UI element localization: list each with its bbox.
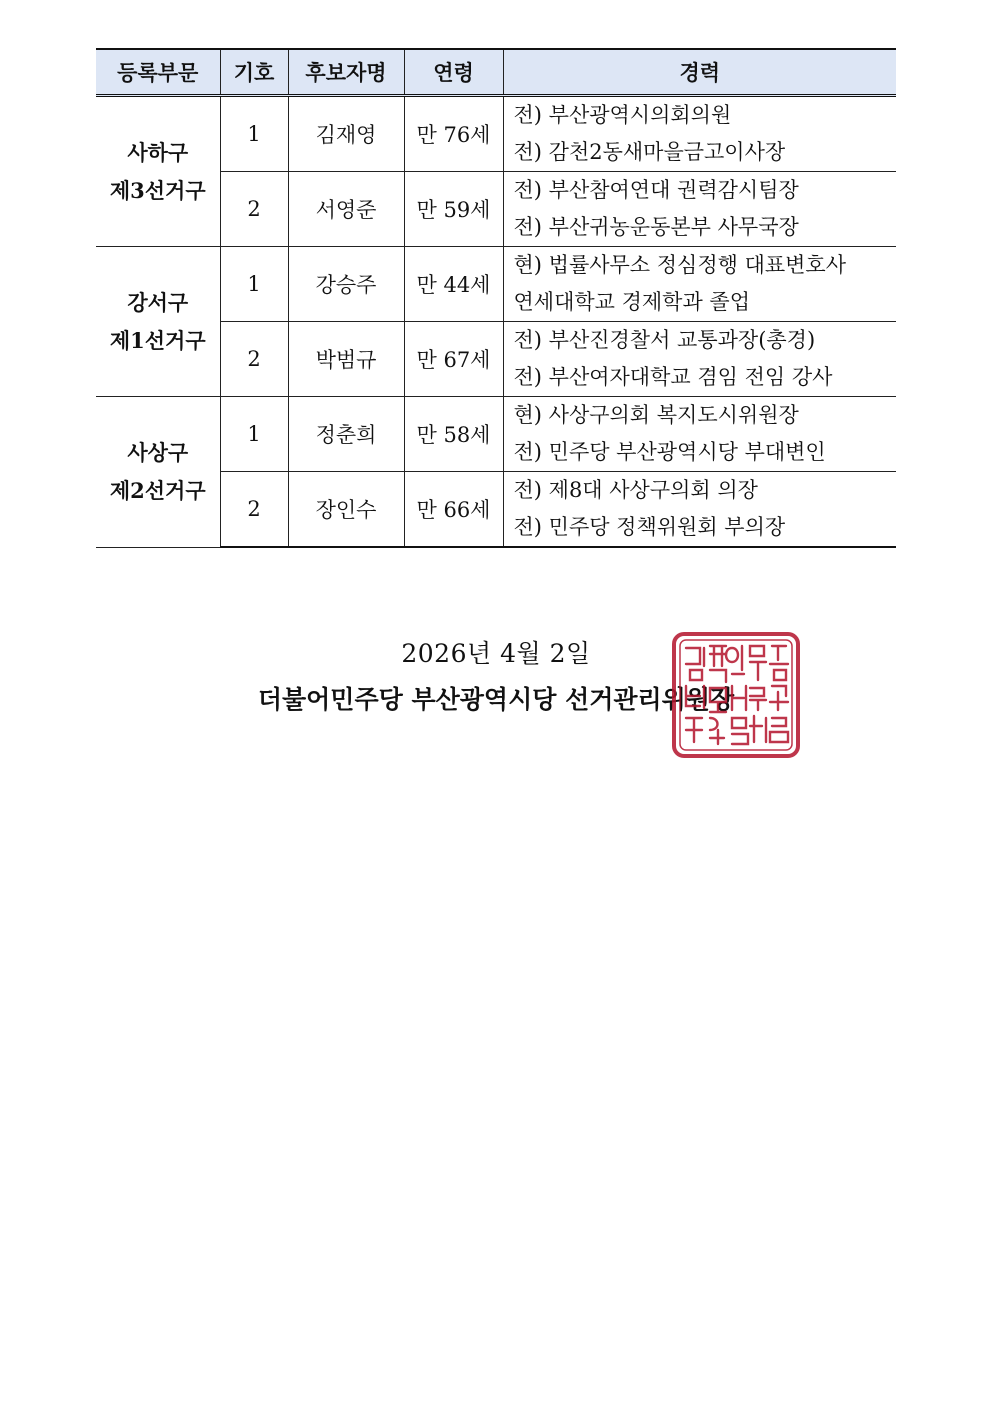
header-career: 경력 [503,49,896,96]
issuer-title: 더불어민주당 부산광역시당 선거관리위원장 [257,685,735,714]
district-name: 사하구 [127,139,189,165]
table-header-row [96,49,896,96]
district-constituency: 제1선거구 [109,327,206,353]
candidate-career [503,472,896,548]
candidate-number: 2 [220,172,288,247]
career-line: 전) 제8대 사상구의회 의장 [513,478,758,502]
career-line: 전) 민주당 부산광역시당 부대변인 [513,440,826,464]
career-line: 전) 부산진경찰서 교통과장(총경) [513,328,816,352]
candidate-number: 1 [220,397,288,472]
career-line: 전) 감천2동새마을금고이사장 [513,140,786,164]
candidate-number: 1 [220,96,288,172]
candidate-career [503,96,896,172]
career-line: 전) 부산귀농운동본부 사무국장 [513,215,799,239]
district-cell [96,247,220,397]
candidate-career [503,322,896,397]
header-number: 기호 [220,49,288,96]
career-line: 현) 법률사무소 정심정행 대표변호사 [513,253,847,277]
candidate-age: 만 59세 [404,172,503,247]
candidate-name: 강승주 [288,247,404,322]
district-cell [96,96,220,247]
candidate-age: 만 67세 [404,322,503,397]
candidate-age: 만 58세 [404,397,503,472]
candidate-career [503,247,896,322]
career-line: 전) 부산광역시의회의원 [513,103,732,127]
candidate-career [503,397,896,472]
candidate-name: 장인수 [288,472,404,548]
table-row [96,397,896,472]
candidate-age: 만 44세 [404,247,503,322]
career-line: 전) 민주당 정책위원회 부의장 [513,515,786,539]
candidate-name: 정춘희 [288,397,404,472]
candidate-name: 서영준 [288,172,404,247]
table-row [96,96,896,172]
candidate-number: 2 [220,472,288,548]
district-constituency: 제2선거구 [109,477,206,503]
career-line: 현) 사상구의회 복지도시위원장 [513,403,799,427]
candidate-age: 만 76세 [404,96,503,172]
district-cell [96,397,220,548]
candidate-table [96,48,896,548]
candidate-name: 김재영 [288,96,404,172]
candidate-career [503,172,896,247]
district-name: 강서구 [127,289,189,315]
career-line: 전) 부산참여연대 권력감시팀장 [513,178,799,202]
candidate-number: 2 [220,322,288,397]
issue-date: 2026년 4월 2일 [401,639,591,668]
header-candidate-name: 후보자명 [288,49,404,96]
header-district: 등록부문 [96,49,220,96]
official-seal-stamp [670,630,802,760]
seal-glyphs [686,646,788,744]
district-constituency: 제3선거구 [109,177,206,203]
candidate-age: 만 66세 [404,472,503,548]
candidate-number: 1 [220,247,288,322]
header-age: 연령 [404,49,503,96]
candidate-name: 박범규 [288,322,404,397]
district-name: 사상구 [127,439,189,465]
career-line: 전) 부산여자대학교 겸임 전임 강사 [513,365,833,389]
table-row [96,247,896,322]
career-line: 연세대학교 경제학과 졸업 [513,290,750,314]
